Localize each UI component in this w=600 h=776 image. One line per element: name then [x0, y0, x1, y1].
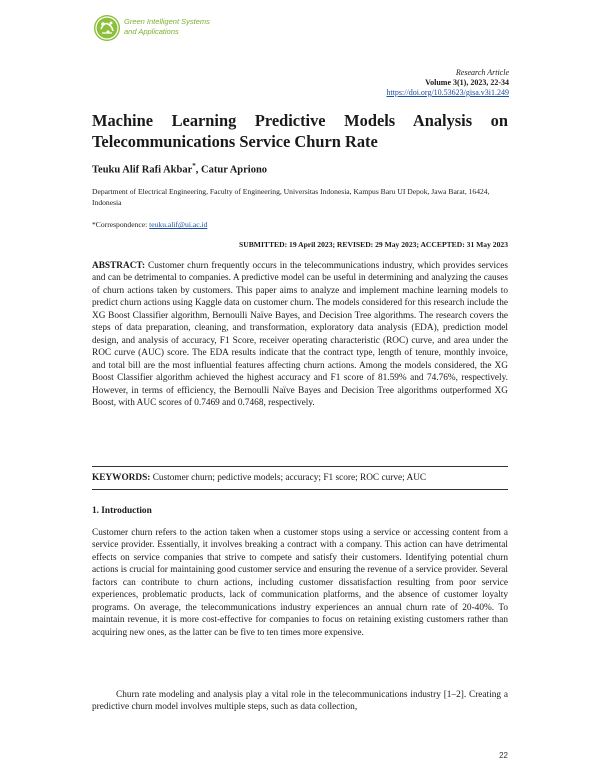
author-1: Teuku Alif Rafi Akbar — [92, 164, 193, 176]
affiliation: Department of Electrical Engineering, Faculty of Engineering, Universitas Indonesia, Kampus Baru UI Depok, Jawa Barat, 16424, Indonesia — [92, 187, 490, 207]
journal-name-line1: Green Intelligent Systems — [124, 17, 210, 26]
journal-logo — [93, 14, 343, 54]
abstract-label: ABSTRACT: — [92, 261, 146, 271]
keywords — [92, 473, 426, 483]
journal-name-line2: and Applications — [124, 26, 179, 36]
article-meta — [386, 68, 509, 98]
keywords-top-rule — [92, 466, 508, 467]
corresponding-mark: * — [192, 162, 196, 170]
author-2: Catur Apriono — [201, 164, 268, 176]
abstract-text: Customer churn frequently occurs in the telecommunications industry, which provides services and can be detrimental to companies. A predictive model can be useful in determining and analyzing the causes of churn actions taken by customers. This paper aims to analyze and implement machine learning models to predict churn actions using Kaggle data on customer churn. The models considered for this research include the XG Boost Classifier algorithm, Bernoulli Naïve Bayes, and Decision Tree algorithms. The research covers the steps of data preparation, cleaning, and transformation, exploratory data analysis (EDA), prediction model design, and analysis of accuracy, F1 Score, receiver operating characteristic (ROC) curve, and area under the ROC curve (AUC) score. The EDA results indicate that the contract type, length of tenure, monthly invoice, and total bill are the most influential features affecting churn actions. Among the models considered, the XG Boost Classifier algorithm achieved the highest accuracy and F1 score of 81.59% and 74.76%, respectively. However, in terms of efficiency, the Bernoulli Naïve Bayes and Decision Tree algorithms outperformed XG Boost, with AUC scores of 0.7469 and 0.7468, respectively. — [92, 261, 508, 408]
correspondence — [92, 220, 207, 229]
keywords-bottom-rule — [92, 489, 508, 490]
keywords-text: Customer churn; pedictive models; accuracy; F1 score; ROC curve; AUC — [150, 473, 427, 483]
author-separator: , — [195, 164, 202, 176]
doi-link[interactable]: https://doi.org/10.53623/gisa.v3i1.249 — [386, 88, 509, 97]
keywords-label: KEYWORDS: — [92, 473, 151, 483]
journal-logo-icon — [93, 14, 121, 42]
intro-paragraph-2: Churn rate modeling and analysis play a vital role in the telecommunications industry [1–2]. Creating a predictive churn model involves multiple steps, such as data collection, — [92, 690, 508, 713]
correspondence-email-link[interactable]: teuku.alif@ui.ac.id — [149, 220, 208, 229]
journal-name — [124, 17, 210, 36]
authors — [92, 162, 267, 176]
page-number: 22 — [499, 751, 508, 760]
correspondence-label: *Correspondence: — [92, 220, 150, 229]
submission-dates: SUBMITTED: 19 April 2023; REVISED: 29 May 2023; ACCEPTED: 31 May 2023 — [239, 240, 508, 249]
article-type: Research Article — [455, 68, 509, 77]
section-heading-introduction: 1. Introduction — [92, 506, 152, 516]
volume-info: Volume 3(1), 2023, 22-34 — [425, 78, 509, 87]
paper-title: Machine Learning Predictive Models Analysis on Telecommunications Service Churn Rate — [92, 111, 508, 151]
abstract — [92, 260, 508, 409]
intro-paragraph-1: Customer churn refers to the action taken when a customer stops using a service or accessing content from a service provider. Essentially, it involves breaking a contract with a company. This action can have detrimental effects on service companies that strive to compete and satisfy their customers. Identifying potential churn actions is crucial for maintaining good customer service and ensuring the revenue of a service provider. Several factors can contribute to churn actions, including customer dissatisfaction resulting from poor service experiences, problematic products, lack of communication platforms, and the absence of customer loyalty programs. On average, the telecommunications industry experiences an annual churn rate of 20-40%. To maintain revenue, it is more cost-effective for companies to focus on retaining existing customers rather than acquiring new ones, as the latter can be five to ten times more expensive. — [92, 528, 508, 638]
